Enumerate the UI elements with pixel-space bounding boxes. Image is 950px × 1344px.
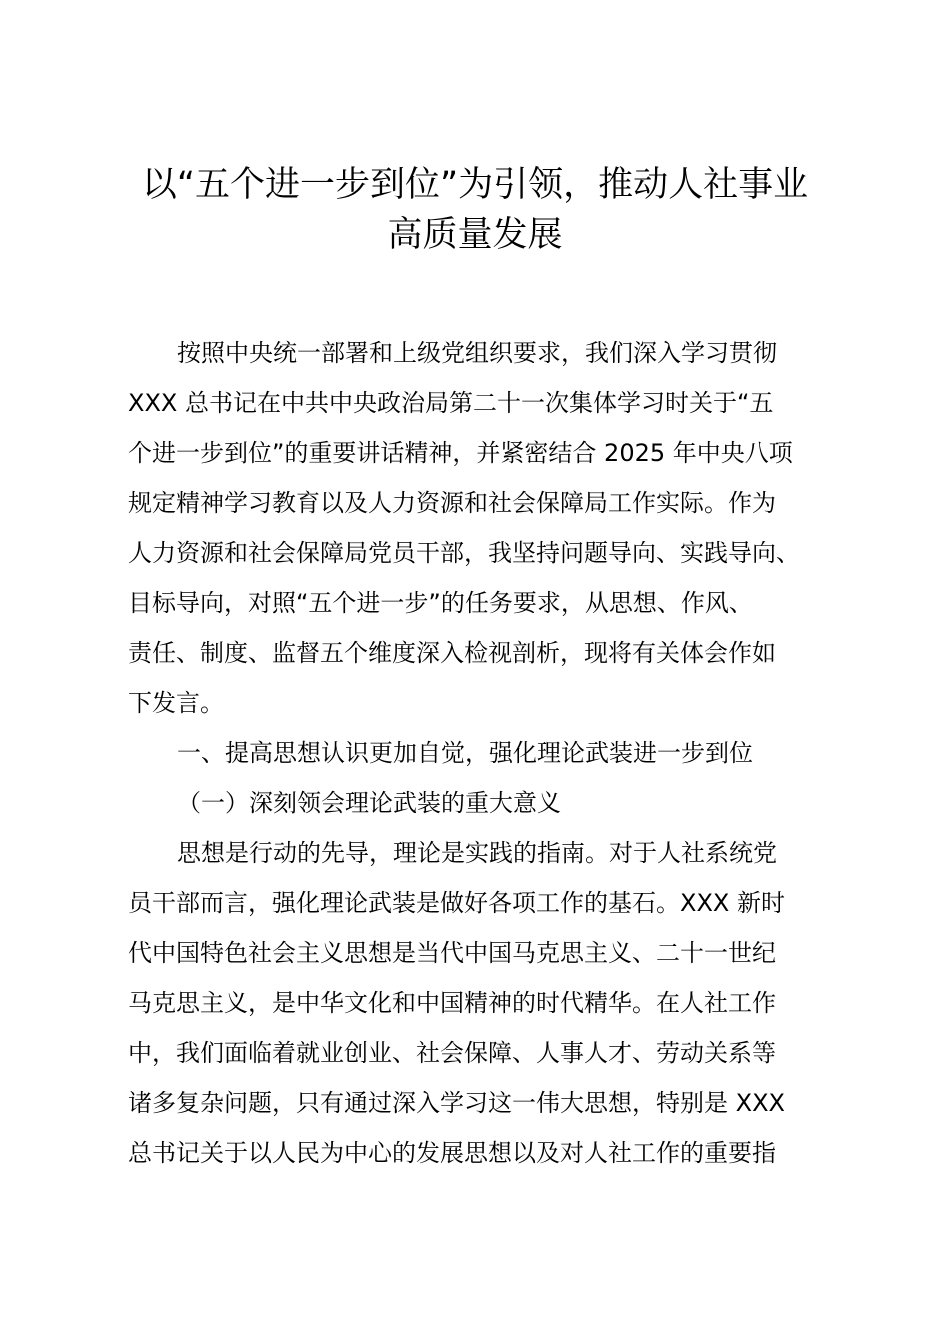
text-line: 中，我们面临着就业创业、社会保障、人事人才、劳动关系等 — [128, 1039, 776, 1067]
text-line: 一、提高思想认识更加自觉，强化理论武装进一步到位 — [177, 739, 753, 767]
text-line: 代中国特色社会主义思想是当代中国马克思主义、二十一世纪 — [128, 939, 776, 967]
text-line: 目标导向，对照“五个进一步”的任务要求，从思想、作风、 — [128, 589, 753, 617]
text-line: 思想是行动的先导，理论是实践的指南。对于人社系统党 — [177, 839, 777, 867]
subsection-heading — [128, 778, 838, 828]
document-title — [60, 160, 890, 260]
text-line: 人力资源和社会保障局党员干部，我坚持问题导向、实践导向、 — [128, 539, 800, 567]
text-line: 责任、制度、监督五个维度深入检视剖析，现将有关体会作如 — [128, 639, 776, 667]
title-line-1: 以“五个进一步到位”为引领，推动人社事业 — [141, 165, 809, 205]
text-line: 下发言。 — [128, 689, 224, 717]
intro-paragraph — [128, 328, 838, 728]
text-line: 诸多复杂问题，只有通过深入学习这一伟大思想，特别是 XXX — [128, 1089, 785, 1117]
text-line: （一）深刻领会理论武装的重大意义 — [177, 789, 561, 817]
body-paragraph — [128, 828, 838, 1178]
text-line: 员干部而言，强化理论武装是做好各项工作的基石。XXX 新时 — [128, 889, 785, 917]
text-line: 马克思主义，是中华文化和中国精神的时代精华。在人社工作 — [128, 989, 776, 1017]
text-line: 按照中央统一部署和上级党组织要求，我们深入学习贯彻 — [177, 339, 777, 367]
text-line: 规定精神学习教育以及人力资源和社会保障局工作实际。作为 — [128, 489, 776, 517]
text-line: 总书记关于以人民为中心的发展思想以及对人社工作的重要指 — [128, 1139, 776, 1167]
text-line: 个进一步到位”的重要讲话精神，并紧密结合 2025 年中央八项 — [128, 439, 793, 467]
section-heading — [128, 728, 838, 778]
title-line-2: 高质量发展 — [387, 215, 563, 255]
text-line: XXX 总书记在中共中央政治局第二十一次集体学习时关于“五 — [128, 389, 774, 417]
document-body — [128, 328, 838, 1178]
